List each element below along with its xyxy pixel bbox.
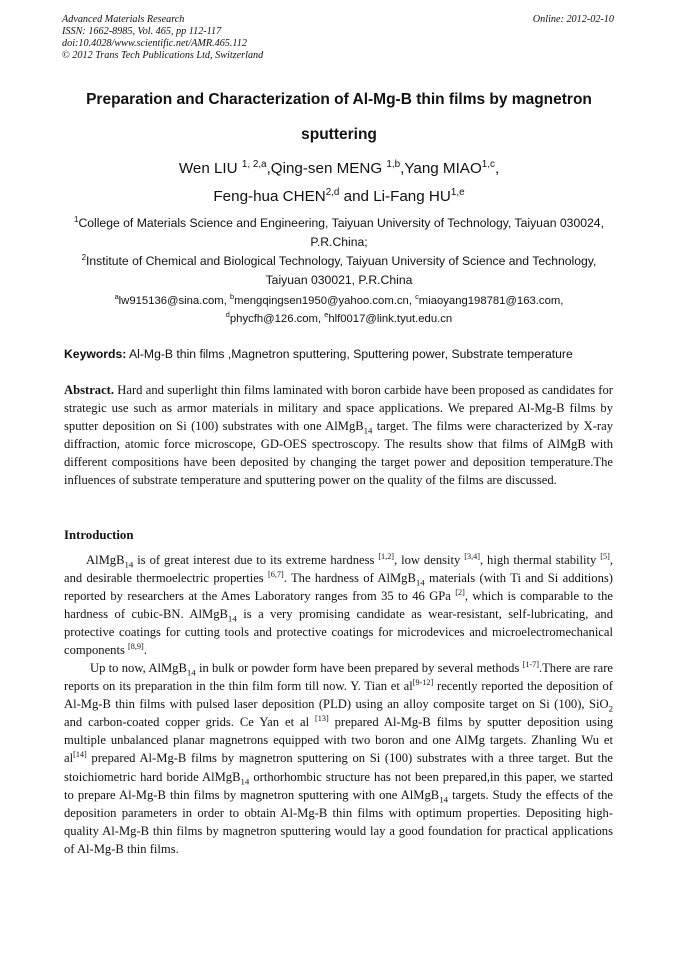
text: , and desirable thermoelectric properties bbox=[64, 553, 613, 586]
subscript: 14 bbox=[363, 425, 373, 436]
affiliation-1-line-1 bbox=[50, 214, 628, 233]
email-link[interactable]: phycfh@126.com, bbox=[229, 313, 325, 325]
citation: [9-12] bbox=[412, 677, 434, 687]
text: and carbon-coated copper grids. Ce Yan et al bbox=[64, 715, 316, 730]
authors-line-1 bbox=[50, 160, 628, 177]
citation: [8,9] bbox=[128, 642, 144, 652]
text: , which is comparable to the hardness of cubic-BN. AlMgB bbox=[64, 589, 613, 622]
author-superscript: 2,d bbox=[325, 186, 340, 198]
email-link[interactable]: miaoyang198781@163.com, bbox=[418, 295, 564, 307]
author-superscript: 1,c bbox=[481, 158, 495, 170]
affiliation-superscript: 1 bbox=[74, 214, 79, 224]
keywords-text: Al-Mg-B thin films ,Magnetron sputtering, Sputtering power, Substrate temperature bbox=[126, 347, 573, 361]
subscript: 2 bbox=[608, 703, 613, 714]
citation: [14] bbox=[73, 750, 87, 760]
text: Up to now, AlMgB bbox=[90, 661, 187, 675]
issn-line: ISSN: 1662-8985, Vol. 465, pp 112-117 bbox=[62, 26, 222, 37]
text: is of great interest due to its extreme hardness bbox=[133, 553, 379, 567]
text: recently reported the deposition of Al-Mg-B thin films with pulsed laser deposition (PLD) using an alloy composite target on Si (100), SiO bbox=[64, 679, 613, 712]
subscript: 14 bbox=[124, 559, 134, 570]
author-superscript: 1,e bbox=[450, 186, 465, 198]
subscript: 14 bbox=[186, 667, 196, 678]
journal-name: Advanced Materials Research bbox=[62, 14, 185, 25]
text: materials (with Ti and Si additions) reported by researchers at the Ames Laboratory ranges from 35 to 46 GPa bbox=[64, 571, 613, 604]
author-name: ,Qing-sen MENG bbox=[266, 160, 387, 177]
author-name: ,Yang MIAO bbox=[400, 160, 482, 177]
abstract-text: target. The films were characterized by X-ray diffraction, atomic force microscope, GD-OES spectroscopy. The results show that films of AlMgB with different compositions have been deposited by changing the target power and deposition temperature.The influences of substrate temperature and sputtering power on the quality of the films are discussed. bbox=[64, 419, 613, 488]
text: . bbox=[143, 643, 147, 658]
intro-paragraph-2 bbox=[64, 659, 613, 858]
text: prepared Al-Mg-B films by magnetron sputtering on Si (100) substrates with a three target. But the stoichiometric hard boride AlMgB bbox=[64, 751, 613, 784]
citation: [5] bbox=[600, 551, 610, 561]
text: prepared Al-Mg-B films by sputter deposition using multiple unbalanced planar magnetrons equipped with two boron and one AlMg targets. Zhanling Wu et al bbox=[64, 715, 613, 766]
author-superscript: 1, 2,a bbox=[241, 158, 267, 170]
paper-title-line-2: sputtering bbox=[301, 126, 377, 143]
citation: [1-7] bbox=[522, 659, 539, 669]
subscript: 14 bbox=[240, 776, 250, 787]
email-superscript: d bbox=[225, 310, 230, 320]
email-superscript: b bbox=[229, 292, 235, 302]
email-superscript: e bbox=[324, 310, 329, 320]
author-name: Wen LIU bbox=[178, 160, 242, 177]
online-date: Online: 2012-02-10 bbox=[532, 14, 614, 25]
citation: [3,4] bbox=[464, 551, 480, 561]
affiliation-text: College of Materials Science and Engineering, Taiyuan University of Technology, Taiyuan 030024, bbox=[78, 216, 604, 230]
text: is a very promising candidate as wear-resistant, self-lubricating, and protective coatings for cutting tools and protective coatings for microdevices and microelectromechanical components bbox=[64, 607, 614, 658]
email-superscript: a bbox=[114, 292, 119, 302]
affiliation-text: Institute of Chemical and Biological Technology, Taiyuan University of Science and Technology, bbox=[86, 254, 597, 268]
abstract-text: Hard and superlight thin films laminated with boron carbide have been proposed as candidates for strategic use such as armor materials in military and space applications. We prepared Al-Mg-B films by sputter deposition on Si (100) substrates with one AlMgB bbox=[64, 383, 613, 434]
intro-paragraph-1 bbox=[64, 551, 613, 660]
emails bbox=[50, 292, 628, 328]
author-superscript: 1,b bbox=[386, 158, 401, 170]
author-name: and Li-Fang HU bbox=[339, 188, 451, 205]
affiliation-2-line-2: Taiyuan 030021, P.R.China bbox=[265, 273, 413, 287]
abstract-label: Abstract. bbox=[64, 383, 115, 397]
paper-title-line-1: Preparation and Characterization of Al-Mg-B thin films by magnetron bbox=[86, 91, 592, 108]
abstract-paragraph bbox=[64, 381, 613, 490]
affiliation-2-line-1 bbox=[50, 252, 628, 271]
citation: [2] bbox=[455, 588, 465, 597]
text: targets. Study the effects of the deposition parameters in order to obtain Al-Mg-B thin films with optimum properties. Depositing high-quality Al-Mg-B thin films by magnetron sputtering would lay a good foundation for practical applications of Al-Mg-B thin films. bbox=[64, 787, 613, 856]
text: .There are rare reports on its preparation in the thin film form till now. Y. Tian et al bbox=[64, 661, 613, 694]
email-link[interactable]: hlf0017@link.tyut.edu.cn bbox=[328, 313, 453, 325]
subscript: 14 bbox=[227, 613, 237, 624]
text: AlMgB bbox=[86, 553, 125, 567]
emails-line-1 bbox=[50, 292, 628, 310]
email-link[interactable]: mengqingsen1950@yahoo.com.cn, bbox=[234, 295, 416, 307]
author-name: Feng-hua CHEN bbox=[213, 188, 326, 205]
text: . The hardness of AlMgB bbox=[283, 571, 416, 586]
introduction-heading: Introduction bbox=[64, 528, 134, 542]
affiliation-1-line-2: P.R.China; bbox=[310, 235, 368, 249]
copyright-line: © 2012 Trans Tech Publications Ltd, Switzerland bbox=[62, 50, 264, 61]
subscript: 14 bbox=[439, 794, 449, 805]
citation: [1,2] bbox=[378, 551, 395, 561]
emails-line-2 bbox=[50, 310, 628, 328]
authors-line-2 bbox=[50, 188, 628, 205]
text: orthorhombic structure has not been prepared,in this paper, we started to prepare Al-Mg-B thin films by magnetron sputtering with one AlMgB bbox=[64, 769, 613, 802]
keywords bbox=[64, 347, 624, 361]
email-superscript: c bbox=[415, 292, 419, 302]
affiliation-superscript: 2 bbox=[81, 252, 87, 262]
journal-header bbox=[62, 14, 263, 62]
citation: [6,7] bbox=[268, 569, 284, 579]
author-separator: , bbox=[494, 160, 500, 177]
subscript: 14 bbox=[415, 577, 425, 588]
email-link[interactable]: lw915136@sina.com, bbox=[118, 295, 230, 307]
affiliations bbox=[50, 214, 628, 290]
keywords-label: Keywords: bbox=[64, 347, 127, 361]
text: , low density bbox=[394, 553, 465, 567]
citation: [13] bbox=[315, 714, 329, 724]
doi-line: doi:10.4028/www.scientific.net/AMR.465.112 bbox=[62, 38, 247, 49]
text: in bulk or powder form have been prepared by several methods bbox=[195, 661, 523, 675]
text: , high thermal stability bbox=[479, 553, 601, 567]
